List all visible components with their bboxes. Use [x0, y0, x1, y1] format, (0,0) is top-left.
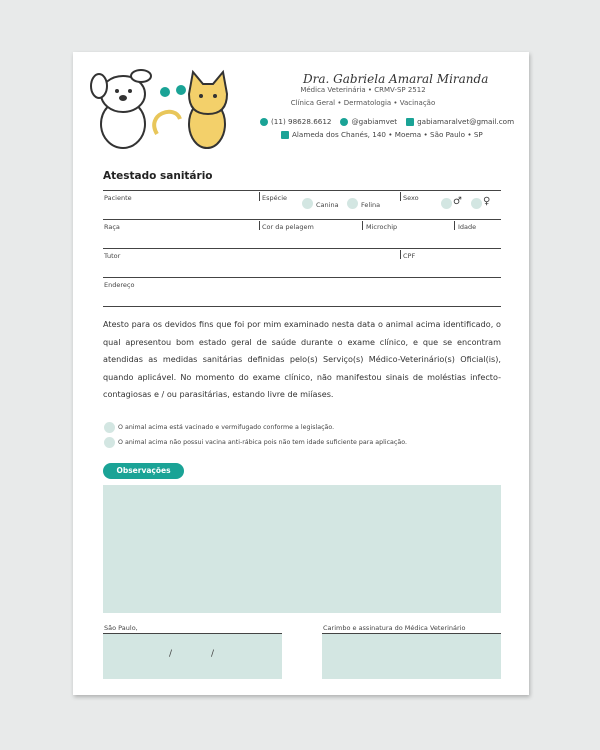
male-icon: ♂	[453, 196, 462, 207]
instagram-icon	[340, 118, 348, 126]
field-microchip[interactable]: Microchip	[366, 223, 398, 231]
label-canina: Canina	[316, 201, 339, 209]
label-especie: Espécie	[262, 194, 287, 202]
contact-row	[260, 117, 514, 126]
email-icon	[406, 118, 414, 126]
radio-female[interactable]	[471, 198, 482, 209]
whatsapp-icon	[260, 118, 268, 126]
certificate-text: Atesto para os devidos fins que foi por mim examinado nesta data o animal acima identificado, o qual apresentou bom estado geral de saúde durante o exame clínico, e que se encontram atendidas as medidas sanitárias definidas pelo(s) Serviço(s) Médico-Veterinário(s) Oficial(is), quando aplicável. No momento do exame clínico, não manifestou sinais de moléstias infecto-contagiosas e / ou parasitárias, estando livre de miíases.	[103, 319, 501, 400]
address-row	[281, 130, 483, 139]
field-paciente[interactable]: Paciente	[104, 194, 132, 202]
date-separator: /	[211, 649, 215, 659]
certificate-page	[73, 52, 529, 695]
vet-name: Dra. Gabriela Amaral Miranda	[303, 72, 489, 86]
date-separator: /	[169, 649, 173, 659]
address: Alameda dos Chanés, 140 • Moema • São Paulo • SP	[292, 130, 483, 139]
form-title: Atestado sanitário	[103, 170, 213, 182]
phone: (11) 98628.6612	[271, 117, 332, 126]
label-felina: Felina	[361, 201, 381, 209]
field-tutor[interactable]: Tutor	[104, 252, 121, 260]
signature-field[interactable]	[322, 634, 501, 679]
observacoes-field[interactable]	[103, 485, 501, 613]
home-icon	[281, 131, 289, 139]
instagram: @gabiamvet	[351, 117, 398, 126]
signature-label: Carimbo e assinatura do Médica Veterinário	[323, 624, 466, 632]
female-icon: ♀	[483, 196, 491, 207]
field-endereco[interactable]: Endereço	[104, 281, 135, 289]
radio-male[interactable]	[441, 198, 452, 209]
date-field[interactable]	[103, 634, 282, 679]
check-label-no-rabies-vaccine: O animal acima não possui vacina anti-rábica pois não tem idade suficiente para aplicação.	[118, 439, 407, 446]
radio-felina[interactable]	[347, 198, 358, 209]
label-sexo: Sexo	[403, 194, 419, 202]
observacoes-label: Observações	[103, 463, 184, 479]
email: gabiamaralvet@gmail.com	[417, 117, 515, 126]
checkbox-no-rabies-vaccine[interactable]	[104, 437, 115, 448]
checkbox-vaccinated[interactable]	[104, 422, 115, 433]
field-cor-pelagem[interactable]: Cor da pelagem	[262, 223, 314, 231]
radio-canina[interactable]	[302, 198, 313, 209]
check-label-vaccinated: O animal acima está vacinado e vermifugado conforme a legislação.	[118, 424, 335, 431]
field-idade[interactable]: Idade	[458, 223, 477, 231]
dog-cat-logo	[85, 64, 245, 150]
vet-credentials: Médica Veterinária • CRMV-SP 2512	[300, 86, 426, 94]
field-cpf[interactable]: CPF	[403, 252, 416, 260]
city-label: São Paulo,	[104, 624, 138, 632]
vet-specialties: Clínica Geral • Dermatologia • Vacinação	[290, 99, 436, 107]
field-raca[interactable]: Raça	[104, 223, 120, 231]
